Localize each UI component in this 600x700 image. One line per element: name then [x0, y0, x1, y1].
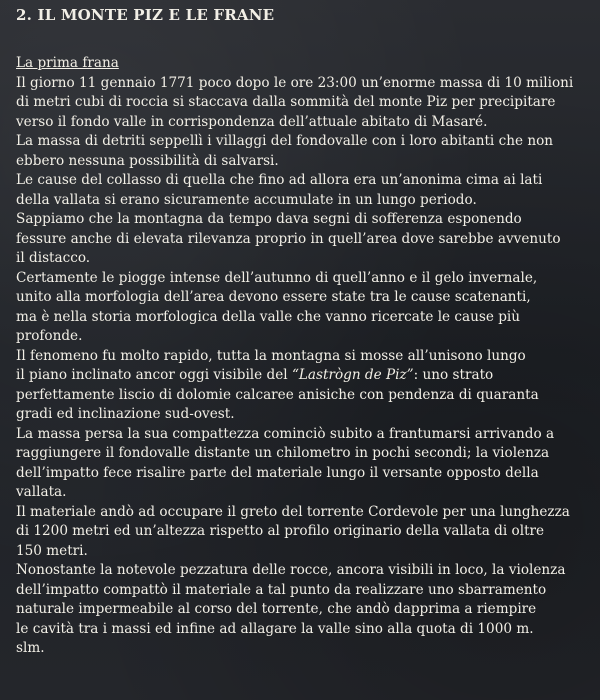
- text-line: vallata.: [16, 484, 67, 500]
- text-line: della vallata si erano sicuramente accumulate in un lungo periodo.: [16, 191, 477, 208]
- text-line: di metri cubi di roccia si staccava dalla sommità del monte Piz per precipitare: [16, 94, 556, 110]
- text-line: La massa persa la sua compattezza cominciò subito a frantumarsi arrivando a: [16, 425, 555, 442]
- text-line: ma è nella storia morfologica della valle che vanno ricercate le cause più: [16, 308, 521, 325]
- text-line: 150 metri.: [16, 542, 88, 559]
- text-line: slm.: [16, 640, 45, 656]
- text-line: Nonostante la notevole pezzatura delle rocce, ancora visibili in loco, la violenza: [16, 562, 566, 578]
- section-heading: 2. IL MONTE PIZ E LE FRANE: [16, 6, 275, 24]
- text-line: naturale impermeabile al corso del torrente, che andò dapprima a riempire: [16, 601, 537, 617]
- text-line: Sappiamo che la montagna da tempo dava segni di sofferenza esponendo: [16, 211, 522, 227]
- text-segment: : uno strato: [413, 367, 494, 383]
- text-line: Il materiale andò ad occupare il greto del torrente Cordevole per una lunghezza: [16, 503, 570, 520]
- text-line: ebbero nessuna possibilità di salvarsi.: [16, 152, 279, 169]
- text-line: dell’impatto compattò il materiale a tal punto da realizzare uno sbarramento: [16, 581, 547, 598]
- text-line-with-italic: [16, 366, 592, 386]
- text-segment: il piano inclinato ancor oggi visibile del: [16, 367, 288, 383]
- text-line: fessure anche di elevata rilevanza proprio in quell’area dove sarebbe avvenuto: [16, 230, 561, 247]
- text-line: Le cause del collasso di quella che fino ad allora era un’anonima cima ai lati: [16, 172, 543, 188]
- text-line: Il giorno 11 gennaio 1771 poco dopo le ore 23:00 un’enorme massa di 10 milioni: [16, 74, 574, 91]
- text-line: le cavità tra i massi ed infine ad allagare la valle sino alla quota di 1000 m.: [16, 620, 534, 637]
- text-line: di 1200 metri ed un’altezza rispetto al profilo originario della vallata di oltre: [16, 523, 545, 539]
- text-line: il distacco.: [16, 250, 91, 266]
- text-line: gradi ed inclinazione sud-ovest.: [16, 406, 235, 422]
- text-line: verso il fondo valle in corrispondenza dell’attuale abitato di Masaré.: [16, 113, 488, 130]
- text-line: perfettamente liscio di dolomie calcaree anisiche con pendenza di quaranta: [16, 386, 539, 403]
- text-line: Certamente le piogge intense dell’autunno di quell’anno e il gelo invernale,: [16, 269, 538, 286]
- text-line: dell’impatto fece risalire parte del materiale lungo il versante opposto della: [16, 464, 539, 481]
- text-line: La massa di detriti seppellì i villaggi del fondovalle con i loro abitanti che non: [16, 133, 554, 149]
- text-line: unito alla morfologia dell’area devono essere state tra le cause scatenanti,: [16, 289, 531, 305]
- text-line: raggiungere il fondovalle distante un chilometro in pochi secondi; la violenza: [16, 445, 550, 461]
- text-line: profonde.: [16, 328, 83, 344]
- subsection-title: La prima frana: [16, 55, 119, 71]
- place-name-italic: “Lastrògn de Piz”: [291, 367, 414, 383]
- text-line: Il fenomeno fu molto rapido, tutta la montagna si mosse all’unisono lungo: [16, 347, 526, 364]
